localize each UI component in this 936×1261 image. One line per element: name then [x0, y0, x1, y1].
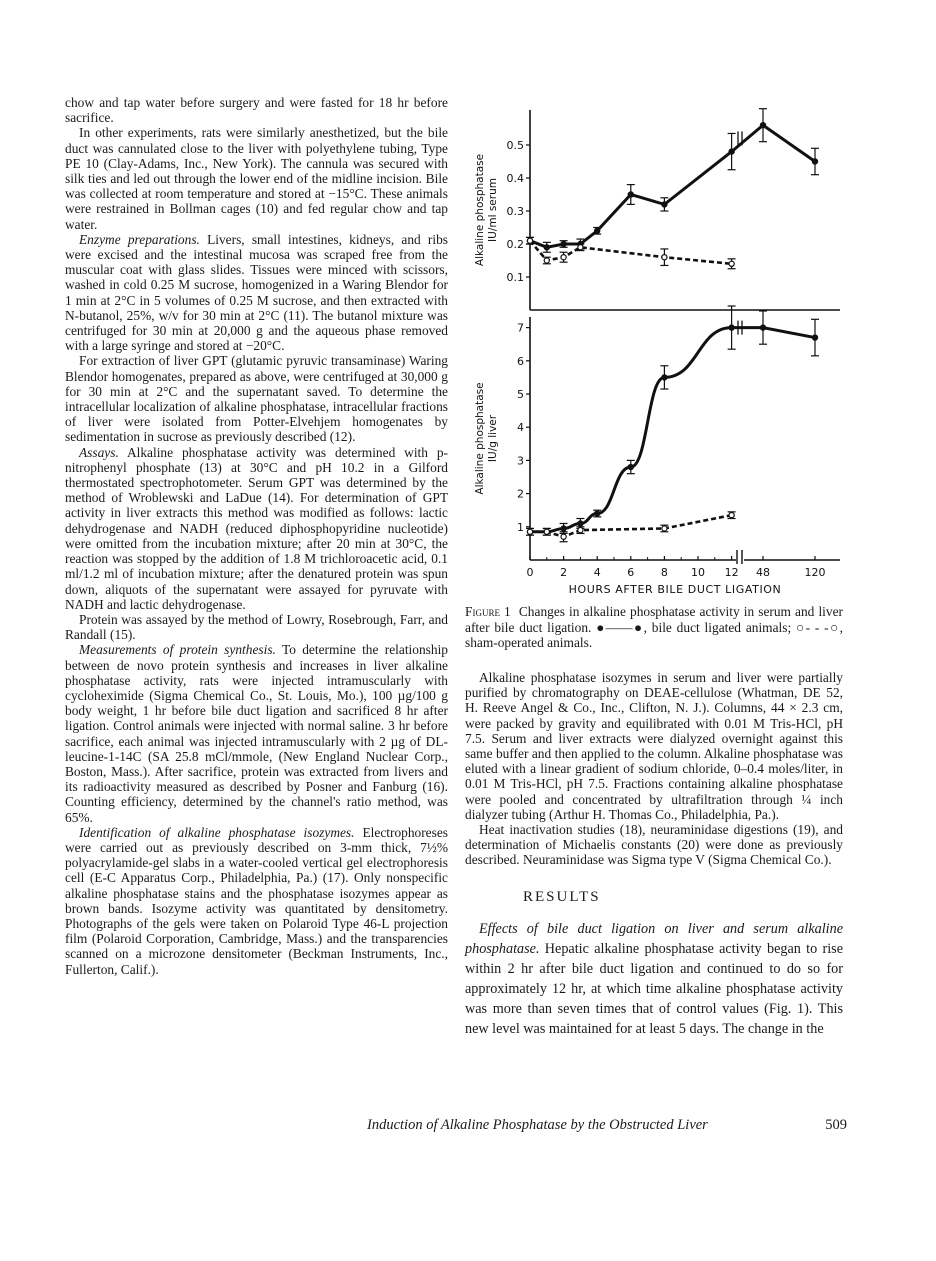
y-tick-label: 0.3: [506, 205, 524, 218]
ligated-data-point: [760, 123, 765, 128]
paragraph: [65, 612, 448, 642]
paragraph-text: Alkaline phosphatase activity was determined with p-nitrophenyl phosphate (13) at 30°C and pH 10.2 in a Gilford thermostated spectrophotometer. Serum GPT was determined by the method of Wroblewski and LaDue (14). For determination of GPT activity in liver extracts this method was modified as follows: lactic dehydrogenase and NADH (reduced diphosphopyridine nucleotide) were omitted from the incubation mixture; after 20 min at 30°C, the reaction was stopped by the addition of 1.8 M trichloroacetic acid, 0.1 ml/1.2 ml of incubation mixture; after the denatured protein was spun down, aliquots of the supernatant were assayed for pyruvate with NADH and lactic dehydrogenase.: [65, 444, 448, 612]
y-tick-label: 2: [517, 487, 524, 501]
sham-data-point: [544, 529, 549, 534]
ligated-series-line: [530, 125, 815, 247]
y-tick-label: 6: [517, 354, 524, 368]
paragraph-text: Protein was assayed by the method of Lowry, Rosebrough, Farr, and Randall (15).: [65, 611, 448, 643]
y-axis-label: IU/g liver: [487, 414, 499, 463]
x-tick-label: 120: [804, 566, 826, 579]
paragraph-lead: Assays.: [79, 444, 119, 460]
y-axis-label: Alkaline phosphatase: [474, 153, 486, 267]
x-tick-label: 8: [660, 566, 668, 579]
paragraph: [465, 670, 843, 822]
paragraph-text: chow and tap water before surgery and were fasted for 18 hr before sacrifice.: [65, 95, 448, 126]
right-column: [465, 670, 843, 1039]
y-tick-label: 7: [517, 321, 524, 335]
figure-1-chart: [470, 95, 840, 600]
paragraph: [65, 125, 448, 231]
sham-data-point: [578, 528, 583, 533]
sham-data-point: [561, 255, 566, 260]
ligated-data-point: [760, 325, 765, 330]
ligated-data-point: [812, 335, 817, 340]
paragraph-lead: Identification of alkaline phosphatase isozymes.: [79, 824, 355, 840]
paragraph-text: In other experiments, rats were similarly anesthetized, but the bile duct was cannulated close to the liver with polyethylene tubing, Type PE 10 (Clay-Adams, Inc., New York). The cannula was secured with silk ties and led out through the lower end of the midline incision. Bile was collected at room temperature and stored at −15°C. These animals were restrained in Bollman cages (10) and fed regular chow and tap water.: [65, 125, 448, 232]
ligated-data-point: [578, 521, 583, 526]
page-footer: [367, 1117, 847, 1134]
sham-data-point: [662, 255, 667, 260]
ligated-data-point: [595, 228, 600, 233]
sham-data-point: [729, 513, 734, 518]
x-tick-label: 10: [691, 566, 705, 579]
paragraph-lead: Measurements of protein synthesis.: [79, 642, 276, 658]
paragraph-text: Livers, small intestines, kidneys, and ribs were excised and the intestinal mucosa was scraped free from the muscular coat with glass slides. Tissues were minced with scissors, washed in cold 0.25 M sucrose, homogenized in a Waring Blendor for 1 min at 2°C in 5 volumes of 0.25 M sucrose, and then extracted with N-butanol, 25%, w/v for 30 min at 2°C (11). The butanol mixture was centrifuged for 30 min at 20,000 g and the aqueous phase removed with a large syringe and stored at −20°C.: [65, 231, 448, 354]
paragraph: [65, 353, 448, 444]
paragraph-text: Alkaline phosphatase isozymes in serum and liver were partially purified by chromatography on DEAE-cellulose (Whatman, DE 52, H. Reeve Angel & Co., Inc., Clifton, N. J.). Columns, 44 × 2.3 cm, were packed by gravity and equilibrated with 0.01 M Tris-HCl, pH 7.5. Serum and liver extracts were dialyzed overnight against this same buffer and then applied to the column. Alkaline phosphatase was eluted with a linear gradient of sodium chloride, 0–0.4 moles/liter, in 0.01 M Tris-HCl, pH 7.5. Fractions containing alkaline phosphatase were pooled and concentrated by ultrafiltration through ¼ inch dialyzer tubing (Arthur H. Thomas Co., Philadelphia, Pa.).: [465, 670, 843, 822]
ligated-data-point: [662, 202, 667, 207]
x-tick-label: 12: [724, 566, 739, 579]
y-tick-label: 4: [517, 421, 524, 435]
ligated-data-point: [561, 241, 566, 246]
paragraph-lead: Enzyme preparations.: [79, 231, 200, 247]
sham-data-point: [729, 261, 734, 266]
sham-data-point: [662, 526, 667, 531]
paragraph: [65, 445, 448, 612]
x-axis-label: HOURS AFTER BILE DUCT LIGATION: [568, 583, 782, 596]
x-tick-label: 2: [560, 566, 568, 579]
results-paragraph: [465, 919, 843, 1039]
results-paragraph-text: Hepatic alkaline phosphatase activity began to rise within 2 hr after bile duct ligation and continued to do so for approximately 12 hr, at which time alkaline phosphatase activity was more than seven times that of control values (Fig. 1). This new level was maintained for at least 5 days. The change in the: [465, 940, 843, 1037]
x-tick-label: 4: [593, 566, 601, 579]
ligated-data-point: [662, 375, 667, 380]
x-tick-label: 48: [756, 566, 770, 579]
running-title: Induction of Alkaline Phosphatase by the Obstructed Liver: [367, 1117, 708, 1133]
ligated-data-point: [628, 192, 633, 197]
sham-data-point: [544, 258, 549, 263]
y-tick-label: 1: [517, 520, 524, 534]
paragraph: [465, 822, 843, 868]
paragraph: [65, 825, 448, 977]
y-tick-label: 0.1: [506, 271, 524, 284]
page-number: 509: [825, 1117, 847, 1133]
left-column: [65, 95, 448, 977]
x-tick-label: 6: [627, 566, 635, 579]
sham-data-point: [527, 238, 532, 243]
y-axis-label: IU/ml serum: [487, 178, 499, 242]
results-paragraph-lead: Effects of bile duct ligation on liver and serum alkaline phosphatase.: [465, 920, 843, 957]
ligated-data-point: [561, 526, 566, 531]
x-tick-label: 0: [526, 566, 534, 579]
sham-data-point: [527, 529, 532, 534]
y-tick-label: 0.5: [506, 139, 524, 152]
paragraph-text: To determine the relationship between de novo protein synthesis and increases in liver alkaline phosphatase activity, rats were injected intramuscularly with cycloheximide (Sigma Chemical Co., St. Louis, Mo.), 100 µg/100 g body weight, 1 hr before bile duct ligation and sacrificed 8 hr after ligation. Control animals were injected with normal saline. 3 hr before sacrifice, each animal was injected intramuscularly with 2 µg of DL-leucine-1-14C (SA 25.8 mCl/mmole, (New England Nuclear Corp., Boston, Mass.). After sacrifice, protein was extracted from livers and its radioactivity measured as described by Posner and Fanburg (16). Counting efficiency, determined by the channel's ratio method, was 65%.: [65, 642, 448, 825]
ligated-data-point: [595, 511, 600, 516]
paragraph: [65, 95, 448, 125]
section-heading-results: RESULTS: [523, 888, 601, 905]
y-tick-label: 3: [517, 454, 524, 468]
ligated-data-point: [729, 149, 734, 154]
y-tick-label: 5: [517, 388, 524, 401]
ligated-data-point: [729, 325, 734, 330]
paragraph-text: Electrophoreses were carried out as previously described on 3-mm thick, 7½% polyacrylamide-gel slabs in a water-cooled vertical gel electrophoresis cell (E-C Apparatus Corp., Philadelphia, Pa.) (17). Only nonspecific alkaline phosphatase stains and the phosphatase isozymes appear as brown bands. Isozyme activity was quantitated by densitometry. Photographs of the gels were taken on Polaroid Type 46-L projection film (Polaroid Corporation, Cambridge, Mass.) and the transparencies scanned on a microzone densitometer (Beckman Instruments, Inc., Fullerton, Calif.).: [65, 824, 448, 977]
paragraph-text: For extraction of liver GPT (glutamic pyruvic transaminase) Waring Blendor homogenates, prepared as above, were centrifuged at 30,000 g for 30 min at 2°C and the supernatant saved. To determine the intracellular localization of alkaline phosphatase, intracellular fractions of liver were isolated from Potter-Elvehjem homogenates by sedimentation in sucrose as previously described (12).: [65, 353, 448, 445]
sham-data-point: [561, 534, 566, 539]
ligated-data-point: [628, 464, 633, 469]
figure-caption: [465, 604, 843, 651]
figure-caption-text: Changes in alkaline phosphatase activity in serum and liver after bile duct ligation. ●——●, bile duct ligated animals; ○- - -○, sham-operated animals.: [465, 604, 843, 650]
y-tick-label: 0.4: [506, 172, 524, 185]
liver-panel: [474, 306, 840, 560]
paragraph-text: Heat inactivation studies (18), neuraminidase digestions (19), and determination of Michaelis constants (20) were done as previously described. Neuraminidase was Sigma type V (Sigma Chemical Co.).: [465, 822, 843, 868]
y-tick-label: 0.2: [506, 238, 524, 251]
ligated-series-line: [530, 328, 815, 532]
figure-label: Figure 1: [465, 604, 511, 619]
paragraph: [65, 232, 448, 354]
ligated-data-point: [544, 245, 549, 250]
ligated-data-point: [812, 159, 817, 164]
serum-panel: [474, 109, 840, 310]
y-axis-label: Alkaline phosphatase: [474, 382, 486, 495]
paragraph: [65, 642, 448, 824]
sham-data-point: [578, 245, 583, 250]
